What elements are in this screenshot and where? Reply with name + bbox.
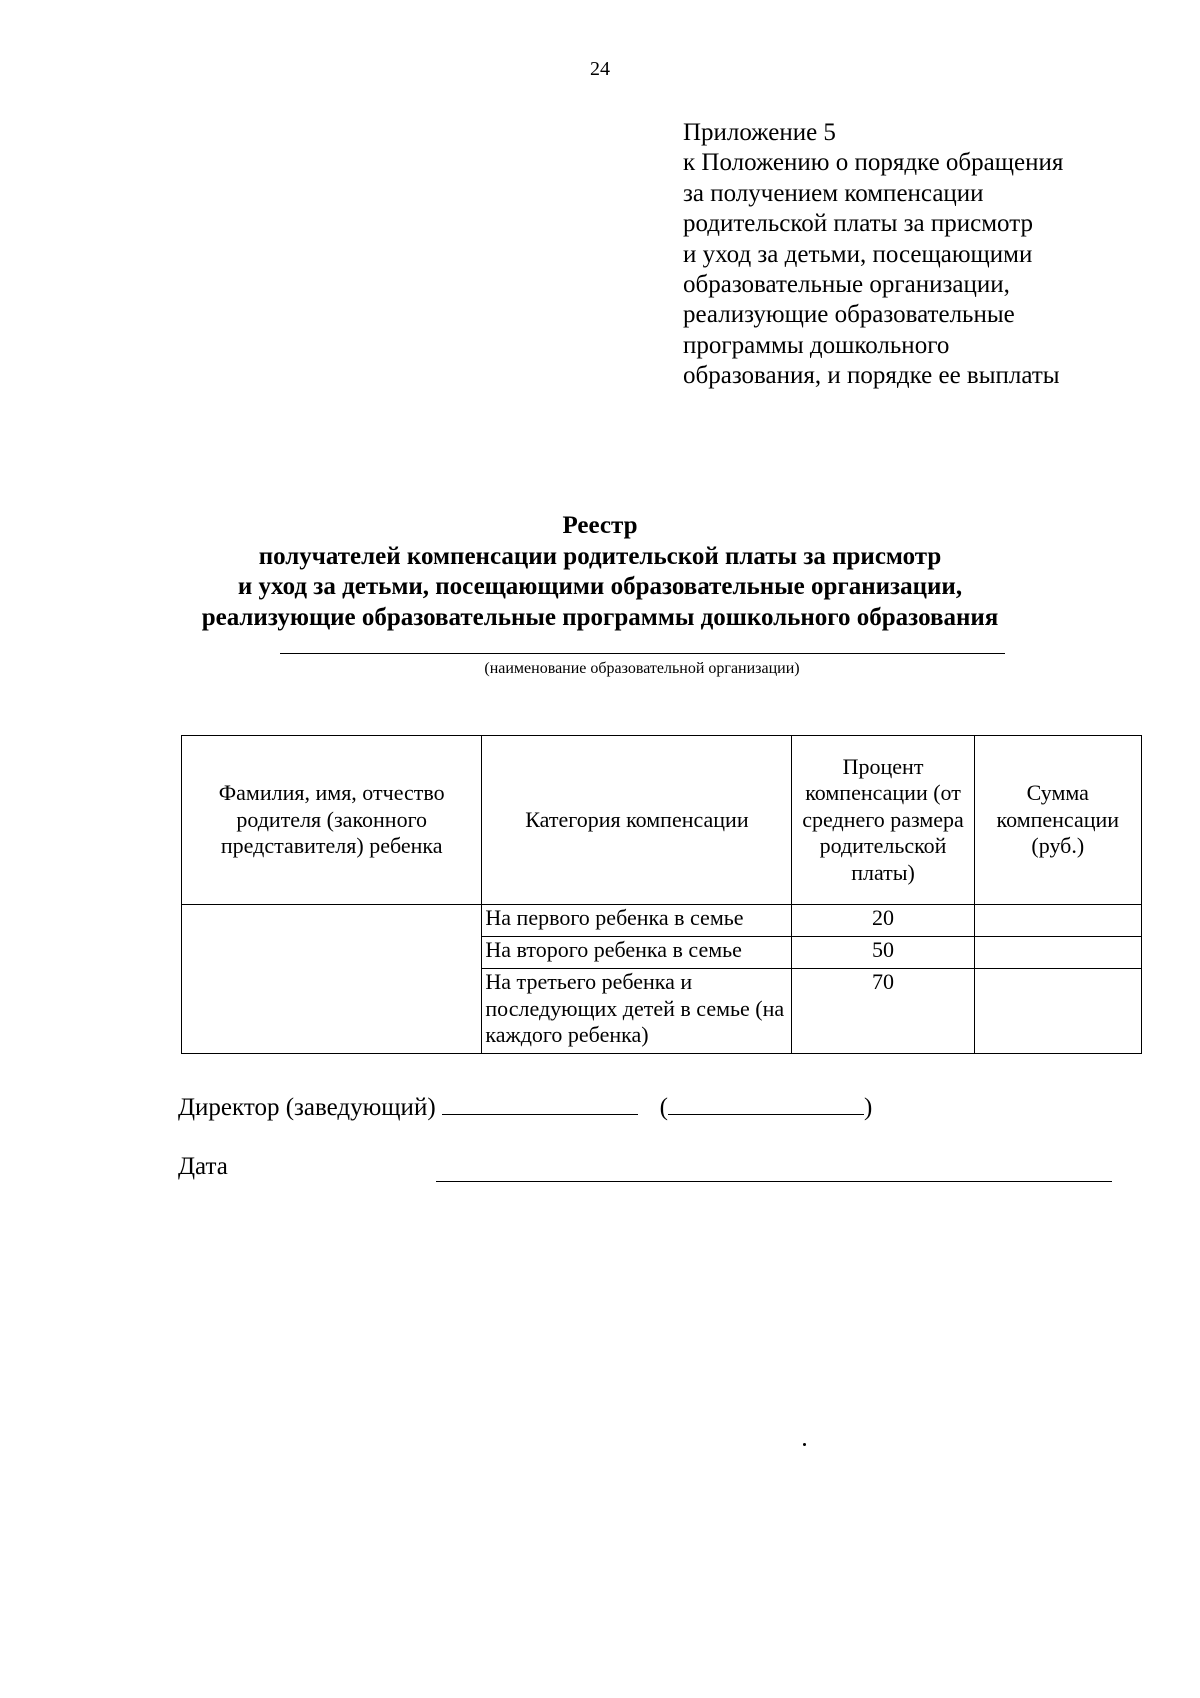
name-decoding-line: [668, 1094, 864, 1115]
category-cell: На второго ребенка в семье: [482, 937, 792, 969]
organization-caption: (наименование образовательной организации): [484, 660, 800, 677]
signature-line: [442, 1094, 638, 1115]
sum-cell: [974, 905, 1141, 937]
category-cell: На третьего ребенка и последующих детей в семье (на каждого ребенка): [482, 969, 792, 1054]
parent-name-cell: [182, 905, 482, 1054]
document-title: [0, 511, 1200, 633]
percent-cell: 70: [792, 969, 974, 1054]
page-number: 24: [590, 58, 610, 80]
sum-cell: [974, 937, 1141, 969]
appendix-block: [683, 118, 1153, 392]
appendix-line: и уход за детьми, посещающими: [683, 240, 1033, 268]
appendix-line: образовательные организации,: [683, 271, 1010, 299]
percent-cell: 20: [792, 905, 974, 937]
table-header-row: [182, 736, 1142, 905]
paren-open: (: [659, 1094, 668, 1121]
title-line: получателей компенсации родительской платы за присмотр: [258, 542, 942, 570]
paren-close: ): [863, 1094, 873, 1121]
header-sum: Сумма компенсации (руб.): [974, 736, 1141, 905]
title-line: Реестр: [562, 512, 638, 539]
appendix-line: образования, и порядке ее выплаты: [683, 362, 1060, 390]
table-row: [182, 905, 1142, 937]
category-cell: На первого ребенка в семье: [482, 905, 792, 937]
signature-row: [178, 1094, 872, 1122]
sum-cell: [974, 969, 1141, 1054]
date-label: Дата: [178, 1153, 228, 1180]
signature-label: Директор (заведующий): [178, 1094, 436, 1121]
appendix-line: Приложение 5: [683, 119, 836, 146]
header-category: Категория компенсации: [482, 736, 792, 905]
header-percent: Процент компенсации (от среднего размера родительской платы): [792, 736, 974, 905]
appendix-line: родительской платы за присмотр: [683, 210, 1033, 238]
title-line: реализующие образовательные программы дошкольного образования: [201, 603, 999, 631]
organization-name-line: [280, 653, 1005, 654]
date-line: [436, 1181, 1112, 1182]
appendix-line: реализующие образовательные: [683, 301, 1015, 329]
registry-table: [181, 735, 1142, 1054]
percent-cell: 50: [792, 937, 974, 969]
header-parent-name: Фамилия, имя, отчество родителя (законного представителя) ребенка: [182, 736, 482, 905]
appendix-line: за получением компенсации: [683, 179, 984, 207]
appendix-line: к Положению о порядке обращения: [683, 149, 1064, 177]
appendix-line: программы дошкольного: [683, 331, 950, 359]
title-line: и уход за детьми, посещающими образовательные организации,: [237, 573, 963, 600]
stray-dot: [803, 1443, 806, 1446]
